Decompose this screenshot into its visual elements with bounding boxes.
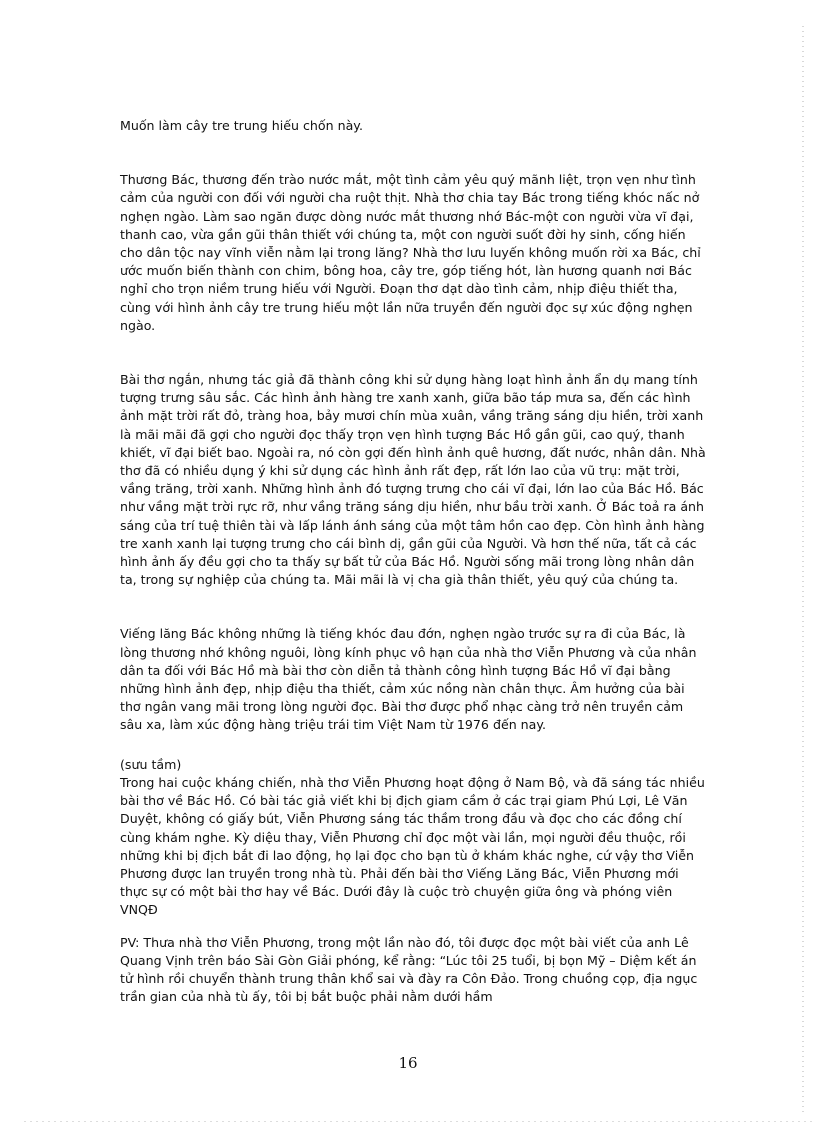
source-note: (sưu tầm) <box>120 756 182 772</box>
paragraph-spacing <box>120 335 706 371</box>
paragraph-spacing <box>120 589 706 625</box>
paragraph-poem-conclusion: Viếng lăng Bác không những là tiếng khóc đau đớn, nghẹn ngào trước sự ra đi của Bác, là lòng thương nhớ không nguôi, lòng kính phục vô hạn của nhà thơ Viễn Phương và của nhân dân ta đối với Bác Hồ mà bài thơ còn diễn tả thành công hình tượng Bác Hồ vĩ đại bằng những hình ảnh đẹp, nhịp điệu tha thiết, cảm xúc nồng nàn chân thực. Âm hưởng của bài thơ ngân vang mãi trong lòng người đọc. Bài thơ được phổ nhạc càng trở nên truyền cảm sâu xa, làm xúc động hàng triệu trái tim Việt Nam từ 1976 đến nay. <box>120 626 697 733</box>
paragraph-love-for-uncle-ho: Thương Bác, thương đến trào nước mắt, một tình cảm yêu quý mãnh liệt, trọn vẹn như tình cảm của người con đối với người cha ruột thịt. Nhà thơ chia tay Bác trong tiếng khóc nấc nở nghẹn ngào. Làm sao ngăn được dòng nước mắt thương nhớ Bác-một con người vừa vĩ đại, thanh cao, vừa gần gũi thân thiết với chúng ta, một con người suốt đời hy sinh, cống hiến cho dân tộc nay vĩnh viễn nằm lại trong lăng? Nhà thơ lưu luyến không muốn rời xa Bác, chỉ ước muốn biến thành con chim, bông hoa, cây tre, góp tiếng hót, làn hương quanh nơi Bác nghỉ cho trọn niềm trung hiếu với Người. Đoạn thơ dạt dào tình cảm, nhịp điệu thiết tha, cùng với hình ảnh cây tre trung hiếu một lần nữa truyền đến người đọc sự xúc động nghẹn ngào. <box>120 172 701 333</box>
paragraph-symbolic-images: Bài thơ ngắn, nhưng tác giả đã thành công khi sử dụng hàng loạt hình ảnh ẩn dụ mang tính tượng trưng sâu sắc. Các hình ảnh hàng tre xanh xanh, giữa bão táp mưa sa, đến các hình ảnh mặt trời rất đỏ, tràng hoa, bảy mươi chín mùa xuân, vầng trăng sáng dịu hiền, trời xanh là mãi mãi đã gợi cho người đọc thấy trọn vẹn hình tượng Bác Hồ gần gũi, cao quý, thanh khiết, vĩ đại biết bao. Ngoài ra, nó còn gợi đến hình ảnh quê hương, đất nước, nhân dân. Nhà thơ đã có nhiều dụng ý khi sử dụng các hình ảnh rất đẹp, rất lớn lao của vũ trụ: mặt trời, vầng trăng, trời xanh. Những hình ảnh đó tượng trưng cho cái vĩ đại, lớn lao của Bác Hồ. Bác như vầng mặt trời rực rỡ, như vầng trăng sáng dịu hiền, như bầu trời xanh. Ở Bác toả ra ánh sáng của trí tuệ thiên tài và lấp lánh ánh sáng của một tâm hồn cao đẹp. Còn hình ảnh hàng tre xanh xanh lại tượng trưng cho cái bình dị, gần gũi của Người. Và hơn thế nữa, tất cả các hình ảnh ấy đều gợi cho ta thấy sự bất tử của Bác Hồ. Người sống mãi trong lòng nhân dân ta, trong sự nghiệp của chúng ta. Mãi mãi là vị cha già thân thiết, yêu quý của chúng ta. <box>120 372 706 588</box>
paragraph-spacing <box>120 735 706 756</box>
paragraph-spacing <box>120 920 706 934</box>
paragraph-poem-line: Muốn làm cây tre trung hiếu chốn này. <box>120 118 363 133</box>
paragraph-interview-question: PV: Thưa nhà thơ Viễn Phương, trong một lần nào đó, tôi được đọc một bài viết của anh Lê Quang Vịnh trên báo Sài Gòn Giải phóng, kể rằng: “Lúc tôi 25 tuổi, bị bọn Mỹ – Diệm kết án tử hình rồi chuyển thành trung thân khổ sai và đày ra Côn Đảo. Trong chuồng cọp, địa ngục trần gian của nhà tù ấy, tôi bị bắt buộc phải nằm dưới hầm <box>120 934 698 1005</box>
paragraph-spacing <box>120 135 706 171</box>
page-bottom-border <box>24 1121 814 1122</box>
paragraph-author-background: Trong hai cuộc kháng chiến, nhà thơ Viễn Phương hoạt động ở Nam Bộ, và đã sáng tác nhiều bài thơ về Bác Hồ. Có bài tác giả viết khi bị địch giam cầm ở các trại giam Phú Lợi, Lê Văn Duyệt, không có giấy bút, Viễn Phương sáng tác thầm trong đầu và đọc cho các đồng chí cùng khám nghe. Kỳ diệu thay, Viễn Phương chỉ đọc một vài lần, mọi người đều thuộc, rồi những khi bị địch bắt đi lao động, họ lại đọc cho bạn tù ở khám khác nghe, cứ vậy thơ Viễn Phương được lan truyền trong nhà tù. Phải đến bài thơ Viếng Lăng Bác, Viễn Phương mới thực sự có một bài thơ hay về Bác. Dưới đây là cuộc trò chuyện giữa ông và phóng viên VNQĐ <box>120 774 705 918</box>
page-number: 16 <box>398 1054 418 1072</box>
page-edge-marker <box>802 26 804 1112</box>
document-body <box>120 117 706 1006</box>
